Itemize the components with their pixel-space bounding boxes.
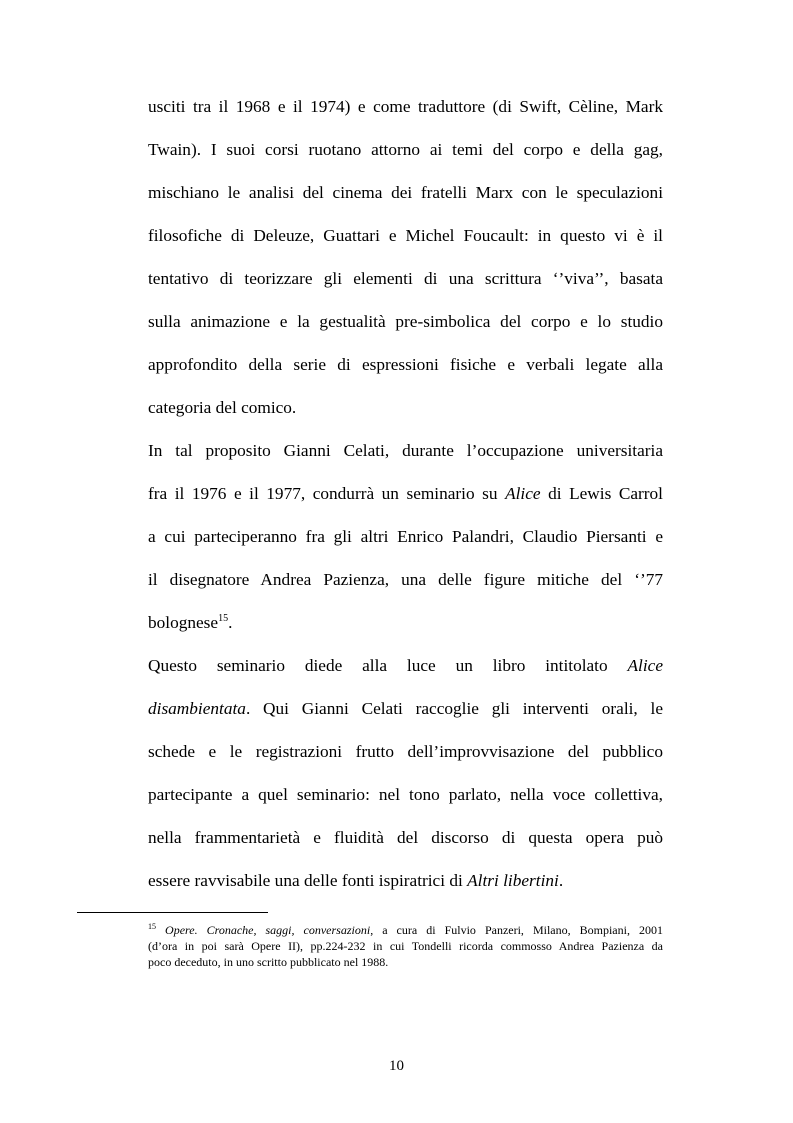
text-line: filosofiche di Deleuze, Guattari e Michel Foucault: in questo vi è il [148, 226, 663, 245]
book-title: Altri libertini [467, 871, 559, 890]
text-line: il disegnatore Andrea Pazienza, una delle figure mitiche del ‘’77 [148, 570, 663, 589]
text-line [148, 871, 663, 891]
text-line: Twain). I suoi corsi ruotano attorno ai temi del corpo e della gag, [148, 140, 663, 159]
text-line [148, 484, 663, 504]
text-run: essere ravvisabile una delle fonti ispiratrici di [148, 871, 468, 890]
text-line: approfondito della serie di espressioni fisiche e verbali legate alla [148, 355, 663, 374]
text-run: , a cura di Fulvio Panzeri, Milano, Bompiani, 2001 [370, 923, 663, 937]
footnote-line: poco deceduto, in uno scritto pubblicato nel 1988. [148, 955, 389, 969]
page-number: 10 [389, 1058, 404, 1074]
footnote-number: 15 [148, 922, 156, 931]
footnote-title: Opere. Cronache, saggi, conversazioni [165, 923, 371, 937]
footnote-ref: 15 [218, 613, 229, 624]
text-line: nella frammentarietà e fluidità del discorso di questa opera può [148, 828, 663, 847]
text-line: usciti tra il 1968 e il 1974) e come traduttore (di Swift, Cèline, Mark [148, 97, 663, 116]
text-line: a cui parteciperanno fra gli altri Enrico Palandri, Claudio Piersanti e [148, 527, 663, 546]
book-title: disambientata [148, 699, 246, 718]
footnote-line [148, 922, 663, 938]
text-line: mischiano le analisi del cinema dei fratelli Marx con le speculazioni [148, 183, 663, 202]
text-line: sulla animazione e la gestualità pre-simbolica del corpo e lo studio [148, 312, 663, 331]
text-line: In tal proposito Gianni Celati, durante l’occupazione universitaria [148, 441, 663, 460]
text-run: . [558, 871, 564, 890]
text-line: schede e le registrazioni frutto dell’improvvisazione del pubblico [148, 742, 663, 761]
text-run: fra il 1976 e il 1977, condurrà un seminario su [148, 484, 506, 503]
text-run: Questo seminario diede alla luce un libro intitolato [148, 656, 628, 675]
text-run: bolognese [148, 613, 219, 632]
text-line [148, 699, 663, 719]
text-run: di Lewis Carrol [540, 484, 663, 503]
footnote-separator [77, 912, 268, 913]
text-line [148, 613, 663, 633]
text-line: tentativo di teorizzare gli elementi di una scrittura ‘’viva’’, basata [148, 269, 663, 288]
text-line [148, 656, 663, 676]
book-title: Alice [627, 656, 663, 675]
footnote-line: (d’ora in poi sarà Opere II), pp.224-232 in cui Tondelli ricorda commosso Andrea Pazienza da [148, 939, 663, 953]
book-title: Alice [505, 484, 541, 503]
text-line: categoria del comico. [148, 398, 297, 417]
text-run: . Qui Gianni Celati raccoglie gli interventi orali, le [245, 699, 663, 718]
text-run: . [228, 613, 233, 632]
text-line: partecipante a quel seminario: nel tono parlato, nella voce collettiva, [148, 785, 663, 804]
